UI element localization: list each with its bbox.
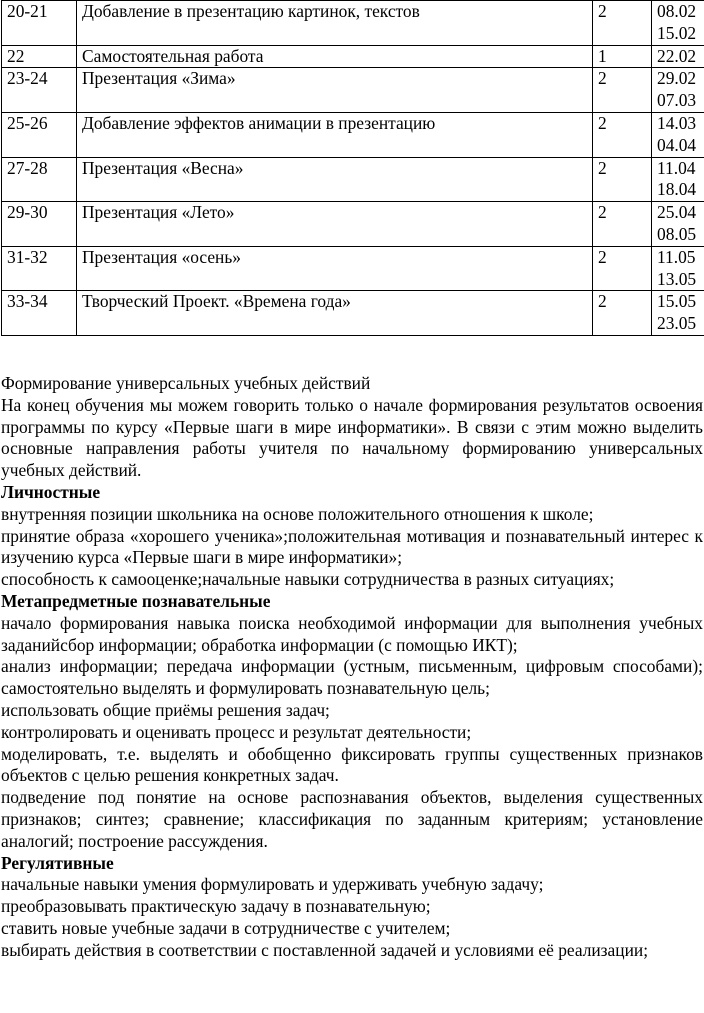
lesson-dates: 15.05 23.05 bbox=[652, 291, 704, 336]
list-item: способность к самооценке;начальные навыки сотрудничества в разных ситуациях; bbox=[1, 569, 615, 590]
lesson-number: 23-24 bbox=[2, 68, 77, 113]
lesson-dates: 11.05 13.05 bbox=[652, 246, 704, 291]
list-item: ставить новые учебные задачи в сотрудничестве с учителем; bbox=[1, 917, 451, 938]
table-row bbox=[2, 157, 704, 202]
lesson-hours: 2 bbox=[593, 68, 652, 113]
list-item: преобразовывать практическую задачу в познавательную; bbox=[1, 896, 431, 917]
meta-heading: Метапредметные познавательные bbox=[1, 590, 271, 611]
list-item: принятие образа «хорошего ученика»;положительная мотивация и познавательный интерес к изучению курса «Первые шаги в мире информатики»; bbox=[1, 525, 703, 568]
regulative-heading: Регулятивные bbox=[1, 852, 114, 873]
table-row bbox=[2, 112, 704, 157]
lesson-topic: Презентация «Лето» bbox=[77, 202, 593, 247]
lesson-hours: 2 bbox=[593, 202, 652, 247]
lesson-hours: 2 bbox=[593, 112, 652, 157]
list-item: выбирать действия в соответствии с поставленной задачей и условиями её реализации; bbox=[1, 939, 649, 960]
table-row bbox=[2, 291, 704, 336]
lesson-plan-table bbox=[1, 0, 704, 336]
list-item: анализ информации; передача информации (устным, письменным, цифровым способами); самостоятельно выделять и формулировать познавательную цель; bbox=[1, 656, 703, 699]
lesson-hours: 2 bbox=[593, 1, 652, 46]
lesson-dates: 14.03 04.04 bbox=[652, 112, 704, 157]
table-row bbox=[2, 45, 704, 68]
lesson-number: 29-30 bbox=[2, 202, 77, 247]
lesson-topic: Самостоятельная работа bbox=[77, 45, 593, 68]
list-item: подведение под понятие на основе распознавания объектов, выделения существенных признаков; синтез; сравнение; классификация по заданным критериям; установление аналогий; построение рассуждения. bbox=[1, 787, 703, 851]
list-item: использовать общие приёмы решения задач; bbox=[1, 699, 330, 720]
lesson-topic: Творческий Проект. «Времена года» bbox=[77, 291, 593, 336]
lesson-topic: Добавление в презентацию картинок, текстов bbox=[77, 1, 593, 46]
document-body bbox=[1, 373, 703, 962]
lesson-dates: 25.04 08.05 bbox=[652, 202, 704, 247]
table-row bbox=[2, 68, 704, 113]
list-item: начальные навыки умения формулировать и удерживать учебную задачу; bbox=[1, 874, 544, 895]
lesson-dates: 29.02 07.03 bbox=[652, 68, 704, 113]
lesson-hours: 2 bbox=[593, 246, 652, 291]
lesson-number: 20-21 bbox=[2, 1, 77, 46]
list-item: моделировать, т.е. выделять и обобщенно фиксировать группы существенных признаков объектов с целью решения конкретных задач. bbox=[1, 743, 703, 786]
list-item: контролировать и оценивать процесс и результат деятельности; bbox=[1, 721, 472, 742]
lesson-hours: 2 bbox=[593, 157, 652, 202]
lesson-number: 33-34 bbox=[2, 291, 77, 336]
lesson-topic: Презентация «Зима» bbox=[77, 68, 593, 113]
lesson-number: 27-28 bbox=[2, 157, 77, 202]
lesson-number: 31-32 bbox=[2, 246, 77, 291]
lesson-dates: 22.02 bbox=[652, 45, 704, 68]
list-item: внутренняя позиции школьника на основе положительного отношения к школе; bbox=[1, 503, 594, 524]
lesson-topic: Добавление эффектов анимации в презентацию bbox=[77, 112, 593, 157]
lesson-hours: 2 bbox=[593, 291, 652, 336]
table-row bbox=[2, 202, 704, 247]
lesson-topic: Презентация «Весна» bbox=[77, 157, 593, 202]
intro-paragraph: На конец обучения мы можем говорить только о начале формирования результатов освоения программы по курсу «Первые шаги в мире информатики». В связи с этим можно выделить основные направления работы учителя по начальному формированию универсальных учебных действий. bbox=[1, 394, 703, 481]
lesson-hours: 1 bbox=[593, 45, 652, 68]
section-title: Формирование универсальных учебных действий bbox=[1, 373, 371, 393]
lesson-dates: 08.02 15.02 bbox=[652, 1, 704, 46]
table-row bbox=[2, 246, 704, 291]
personal-heading: Личностные bbox=[1, 481, 101, 502]
table-row bbox=[2, 1, 704, 46]
lesson-topic: Презентация «осень» bbox=[77, 246, 593, 291]
list-item: начало формирования навыка поиска необходимой информации для выполнения учебных заданийсбор информации; обработка информации (с помощью ИКТ); bbox=[1, 612, 703, 655]
lesson-dates: 11.04 18.04 bbox=[652, 157, 704, 202]
lesson-number: 25-26 bbox=[2, 112, 77, 157]
lesson-number: 22 bbox=[2, 45, 77, 68]
